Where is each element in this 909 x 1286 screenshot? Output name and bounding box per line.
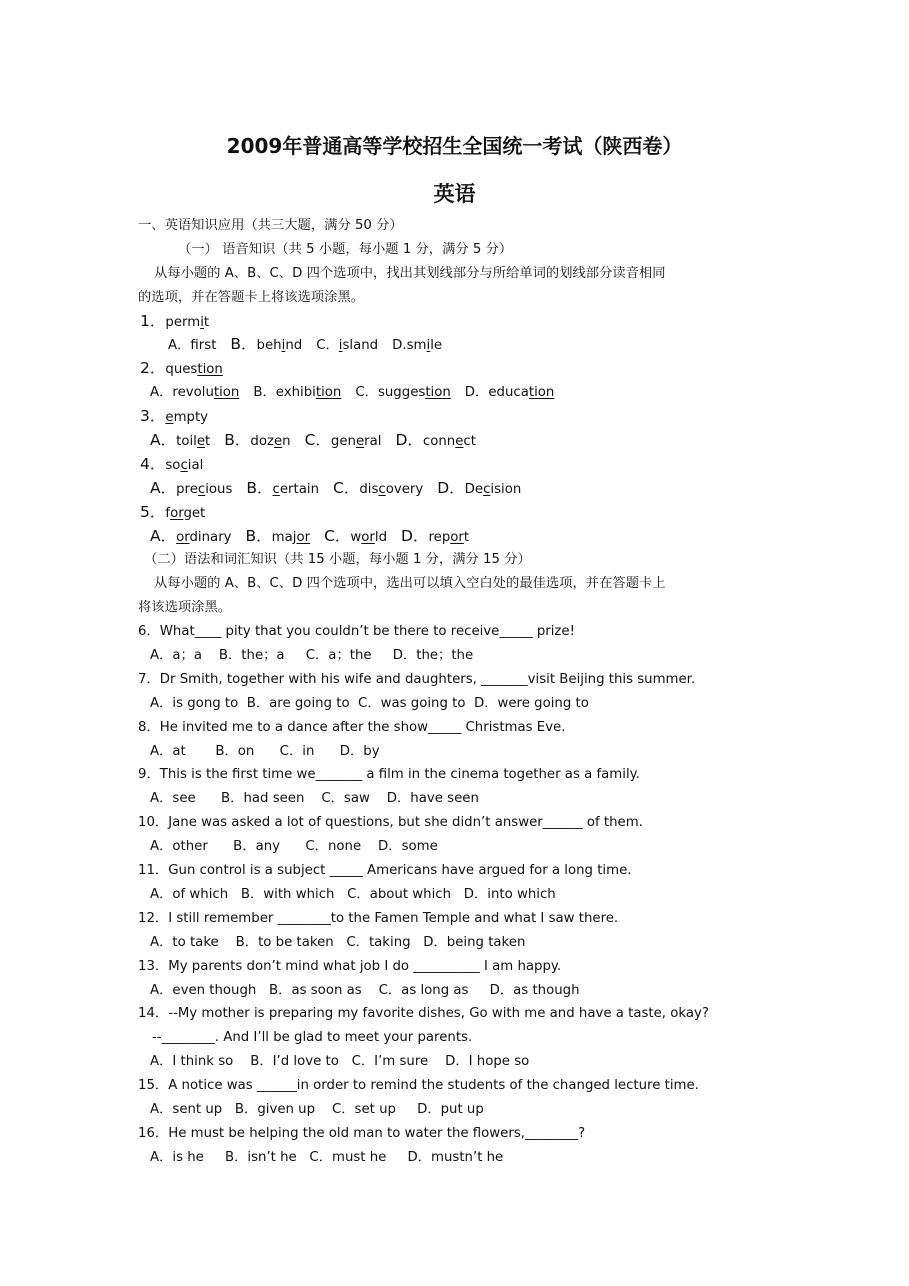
option — [230, 335, 303, 354]
grammar-question: 15．A notice was ______in order to remind the students of the changed lecture time. — [138, 1078, 699, 1094]
option-letter: D． — [401, 526, 429, 545]
option-letter: B． — [224, 431, 251, 450]
option-letter: B． — [253, 385, 276, 401]
option-letter: B． — [246, 478, 273, 497]
question-word: permit — [165, 314, 210, 330]
grammar-question: 7．Dr Smith, together with his wife and daughters, _______visit Beijing this summer. — [138, 671, 696, 687]
section2-instructions-1: 从每小题的 A、B、C、D 四个选项中，选出可以填入空白处的最佳选项，并在答题卡上 — [154, 576, 666, 592]
grammar-options: A．at B．on C．in D．by — [150, 743, 380, 759]
option — [355, 385, 450, 400]
section1-instructions-2: 的选项，并在答题卡上将该选项涂黑。 — [138, 289, 365, 305]
option — [245, 526, 311, 545]
underlined-part: or — [361, 529, 375, 545]
grammar-questions — [138, 620, 778, 1169]
option — [253, 385, 341, 400]
option-word: dozen — [250, 434, 291, 450]
option-letter: D． — [464, 385, 489, 401]
option-word: general — [330, 434, 382, 450]
option-word: exhibition — [275, 385, 342, 401]
grammar-options: A．other B．any C．none D．some — [150, 839, 438, 855]
underlined-part: e — [165, 410, 174, 426]
option — [150, 385, 239, 400]
option-letter: C． — [316, 338, 339, 354]
underlined-part: i — [338, 338, 343, 354]
option — [150, 431, 211, 450]
option-letter: A． — [168, 338, 191, 354]
question-number: 5． — [140, 502, 166, 521]
underlined-part: e — [455, 434, 464, 450]
underlined-part: or — [176, 529, 190, 545]
option-letter: D. — [392, 338, 407, 354]
phonetics-options — [138, 381, 778, 405]
phonetics-question — [138, 501, 778, 525]
phonetics-question — [138, 453, 778, 477]
underlined-part: c — [272, 481, 280, 497]
underlined-part: i — [200, 314, 204, 330]
option-letter: D． — [437, 478, 465, 497]
grammar-question: 13．My parents don’t mind what job I do __________ I am happy. — [138, 958, 562, 974]
option-letter: C． — [304, 431, 331, 450]
option-letter: A． — [150, 526, 177, 545]
phonetics-question — [138, 310, 778, 334]
option-letter: C． — [355, 385, 378, 401]
grammar-question: 14．--My mother is preparing my favorite dishes, Go with me and have a taste, okay? — [138, 1006, 709, 1022]
underlined-part: e — [355, 434, 365, 450]
underlined-part: c — [483, 481, 491, 497]
underlined-part: tion — [315, 385, 342, 401]
question-number: 3． — [140, 407, 166, 426]
option-word: major — [271, 529, 311, 545]
exam-title: 2009年普通高等学校招生全国统一考试（陕西卷） — [226, 134, 683, 158]
option-word: suggestion — [377, 385, 451, 401]
option-word: discovery — [359, 481, 424, 497]
underlined-part: tion — [528, 385, 555, 401]
grammar-options: A．I think so B．I’d love to C．I’m sure D．I hope so — [150, 1054, 530, 1070]
phonetics-options — [138, 525, 778, 549]
phonetics-question — [138, 405, 778, 429]
grammar-options: A．is gong to B．are going to C．was going to D．were going to — [150, 695, 589, 711]
phonetics-options — [138, 477, 778, 501]
option-word: education — [488, 385, 555, 401]
section2-instructions-2: 将该选项涂黑。 — [138, 600, 232, 616]
underlined-part: i — [281, 338, 286, 354]
option — [316, 338, 378, 353]
underlined-part: tion — [213, 385, 240, 401]
section1-instructions-1: 从每小题的 A、B、C、D 四个选项中，找出其划线部分与所给单词的划线部分读音相同 — [154, 265, 666, 281]
underlined-part: or — [450, 529, 464, 545]
option-letter: C． — [324, 526, 351, 545]
grammar-options: A．to take B．to be taken C．taking D．being taken — [150, 934, 526, 950]
option — [401, 526, 470, 545]
option-word: ordinary — [176, 529, 232, 545]
grammar-question: 16．He must be helping the old man to water the flowers,________? — [138, 1125, 586, 1141]
question-number: 1． — [140, 311, 166, 330]
option-letter: A． — [150, 478, 177, 497]
underlined-part: i — [426, 338, 431, 354]
option — [150, 526, 232, 545]
grammar-options: A．a；a B．the；a C．a；the D．the；the — [150, 648, 474, 664]
option-word: smile — [406, 338, 443, 354]
option-word: connect — [422, 434, 476, 450]
option-word: frst — [190, 338, 217, 354]
grammar-question: 12．I still remember ________to the Famen Temple and what I saw there. — [138, 910, 619, 926]
option — [304, 431, 382, 450]
underlined-part: tion — [425, 385, 451, 401]
grammar-question: 8．He invited me to a dance after the show_____ Christmas Eve. — [138, 719, 566, 735]
option-word: revolution — [172, 385, 240, 401]
option-letter: C． — [333, 478, 360, 497]
option-letter: B． — [245, 526, 272, 545]
option — [395, 431, 476, 450]
grammar-options: A．even though B．as soon as C．as long as D．as though — [150, 982, 580, 998]
section2-heading: （二）语法和词汇知识（共 15 小题，每小题 1 分，满分 15 分） — [144, 552, 531, 568]
section1-heading: （一） 语音知识（共 5 小题，每小题 1 分，满分 5 分） — [178, 241, 513, 257]
phonetics-options — [138, 429, 778, 453]
option — [392, 338, 442, 353]
grammar-options: A．of which B．with which C．about which D．into which — [150, 886, 556, 902]
phonetics-question — [138, 357, 778, 381]
option — [324, 526, 388, 545]
phonetics-questions — [138, 310, 778, 549]
option — [150, 478, 233, 497]
option — [437, 478, 522, 497]
option — [246, 478, 319, 497]
grammar-question: 9．This is the first time we_______ a film in the cinema together as a family. — [138, 767, 640, 783]
grammar-question-reply: --________. And I’ll be glad to meet your parents. — [152, 1030, 473, 1046]
question-word: social — [165, 457, 204, 473]
option — [224, 431, 291, 450]
option-letter: B． — [230, 335, 257, 354]
question-number: 2． — [140, 359, 166, 378]
underlined-part: e — [196, 434, 206, 450]
grammar-question: 6．What____ pity that you couldn’t be there to receive_____ prize! — [138, 624, 575, 640]
underlined-part: or — [170, 505, 184, 521]
option — [168, 338, 216, 353]
grammar-options: A．sent up B．given up C．set up D．put up — [150, 1101, 484, 1117]
option-word: toilet — [176, 434, 211, 450]
option-letter: D． — [395, 431, 423, 450]
option-letter: A． — [150, 431, 177, 450]
option-word: precious — [176, 481, 233, 497]
exam-subject: 英语 — [433, 182, 476, 206]
option-word: certain — [272, 481, 319, 497]
question-number: 4． — [140, 454, 166, 473]
underlined-part: c — [180, 457, 188, 473]
option-letter: A． — [150, 385, 173, 401]
part-heading: 一、英语知识应用（共三大题，满分 50 分） — [138, 218, 403, 233]
phonetics-options — [138, 333, 778, 357]
underlined-part: or — [296, 529, 311, 545]
option-word: behind — [256, 338, 303, 354]
question-word: forget — [165, 505, 206, 521]
option-word: world — [350, 529, 388, 545]
option — [465, 385, 555, 400]
underlined-part: c — [378, 481, 386, 497]
option — [333, 478, 424, 497]
option-word: Decision — [464, 481, 522, 497]
question-word: empty — [165, 410, 209, 426]
grammar-question: 10．Jane was asked a lot of questions, but she didn’t answer______ of them. — [138, 815, 643, 831]
option-word: report — [428, 529, 470, 545]
grammar-options: A．see B．had seen C．saw D．have seen — [150, 791, 479, 807]
question-word: question — [165, 362, 223, 378]
underlined-part: c — [197, 481, 206, 497]
grammar-question: 11．Gun control is a subject _____ Americans have argued for a long time. — [138, 863, 632, 879]
exam-content — [138, 214, 778, 1170]
underlined-part: e — [273, 434, 283, 450]
option-word: island — [338, 338, 379, 354]
underlined-part: tion — [197, 362, 223, 378]
grammar-options: A．is he B．isn’t he C．must he D．mustn’t he — [150, 1149, 504, 1165]
